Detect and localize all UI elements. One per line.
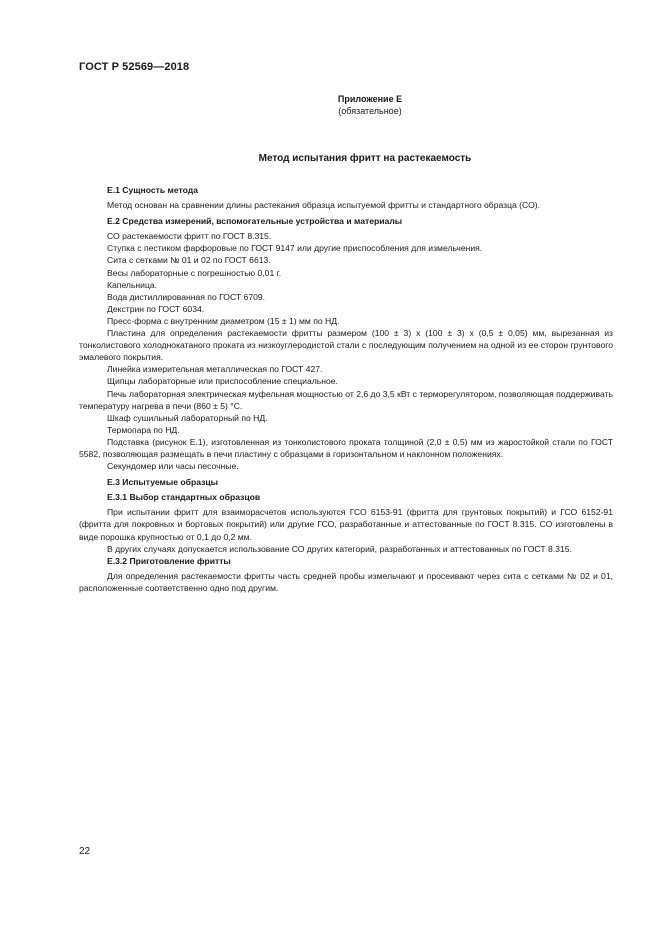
list-item: Сита с сетками № 01 и 02 по ГОСТ 6613. [107,255,271,266]
section-heading: Е.1 Сущность метода [107,185,198,195]
section-heading: Е.2 Средства измерений, вспомогательные устройства и материалы [107,216,403,227]
list-item: Пресс-форма с внутренним диаметром (15 ± 1) мм по НД. [107,315,340,326]
list-item: Термопара по НД. [107,424,180,435]
list-item: Щипцы лабораторные или приспособление специальное. [107,376,338,387]
list-item: Ступка с пестиком фарфоровые по ГОСТ 9147 или другие приспособления для измельчения. [107,243,483,254]
list-item: Подставка (рисунок Е.1), изготовленная из тонколистового проката толщиной (2,0 ± 0,5) мм из жаростойкой стали по ГОСТ 5582, позволяющая размещать в печи пластину с образцами в горизонтальном и наклонном положениях. [79,436,613,459]
list-item: Печь лабораторная электрическая муфельная мощностью от 2,6 до 3,5 кВт с терморегулятором, позволяющая поддерживать температуру нагрева в печи (860 ± 5) °С. [79,388,613,411]
paragraph: В других случаях допускается использование СО других категорий, разработанных и аттестованных по ГОСТ 8.315. [107,543,572,554]
document-title: Метод испытания фритт на растекаемость [258,153,472,164]
paragraph: Метод основан на сравнении длины растекания образца испытуемой фритты и стандартного образца (СО). [107,200,540,211]
list-item: Декстрин по ГОСТ 6034. [107,303,205,314]
paragraph: При испытании фритт для взаиморасчетов используются ГСО 6153-91 (фритта для грунтовых покрытий) и ГСО 6152-91 (фритта для покровных и бортовых покрытий) или другие ГСО, разработанные и аттестованные по ГОСТ 8.315. СО изготовлены в виде порошка крупностью от 0,1 до 0,2 мм. [79,507,613,542]
appendix-note: (обязательное) [338,106,402,116]
subsection-heading: Е.3.1 Выбор стандартных образцов [107,492,261,503]
document-body [79,184,613,594]
list-item: Секундомер или часы песочные. [107,461,239,472]
page-number: 22 [79,846,91,857]
document-code: ГОСТ Р 52569—2018 [79,61,190,73]
subsection-heading: Е.3.2 Приготовление фритты [107,555,231,566]
list-item: СО растекаемости фритт по ГОСТ 8.315. [107,231,272,242]
list-item: Вода дистиллированная по ГОСТ 6709. [107,291,266,302]
list-item: Линейка измерительная металлическая по ГОСТ 427. [107,364,323,375]
appendix-title: Приложение Е [337,94,403,104]
list-item: Пластина для определения растекаемости фритты размером (100 ± 3) х (100 ± 3) х (0,5 ± 0,05) мм, вырезанная из тонколистового холоднокатаного проката из низкоуглеродистой стали с последующим получением на одной из ее сторон грунтового эмалевого покрытия. [79,328,613,363]
list-item: Капельница. [107,279,158,290]
list-item: Шкаф сушильный лабораторный по НД. [107,412,268,423]
paragraph: Для определения растекаемости фритты часть средней пробы измельчают и просеивают через сита с сетками № 02 и 01, расположенные соответственно одно под другим. [79,570,613,593]
section-heading: Е.3 Испытуемые образцы [107,477,218,488]
list-item: Весы лабораторные с погрешностью 0,01 г. [107,267,282,278]
